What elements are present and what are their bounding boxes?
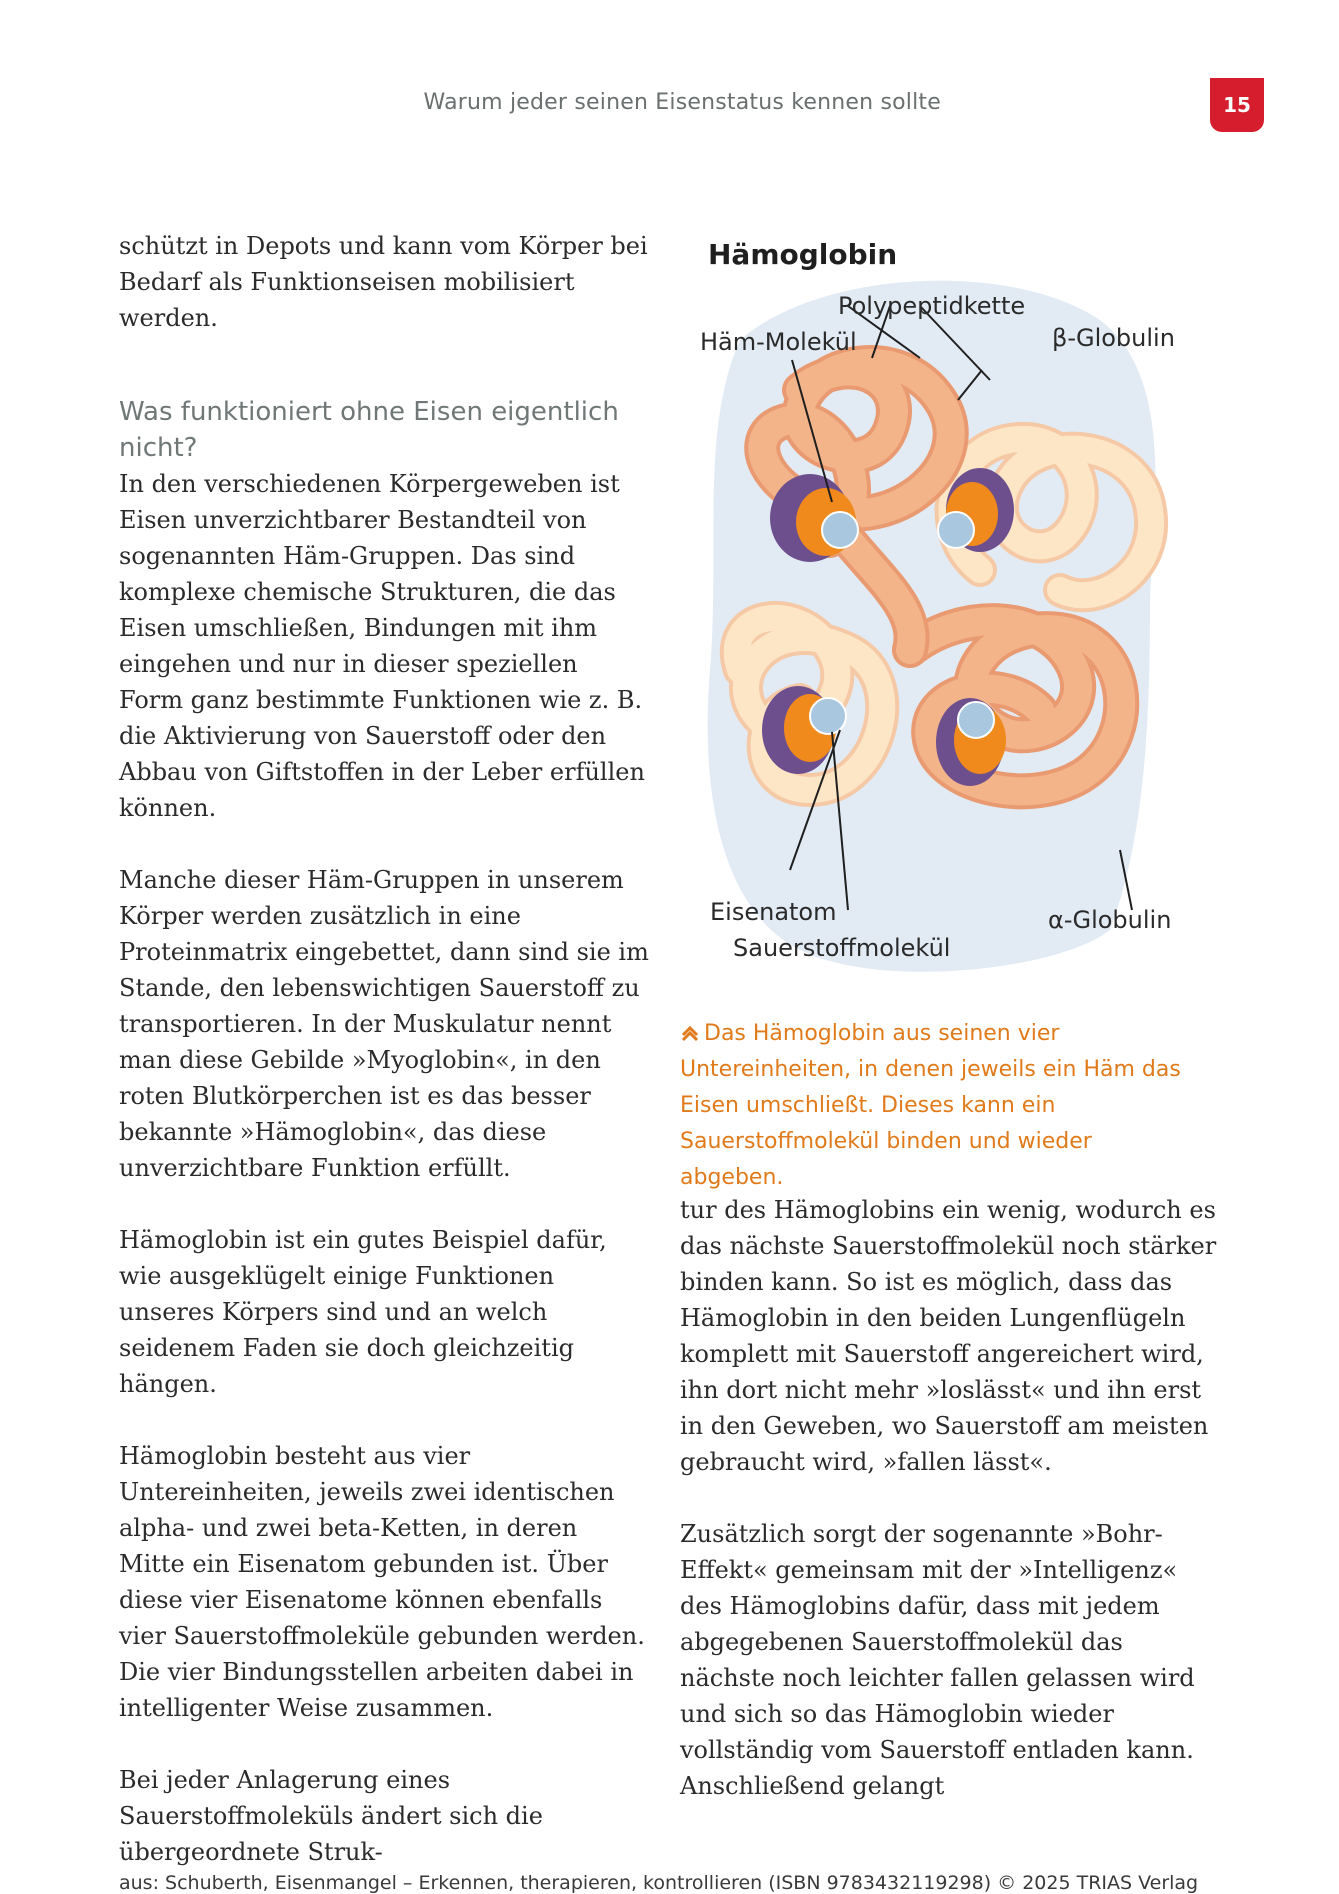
- paragraph-continued: schützt in Depots und kann vom Körper bei Bedarf als Funktionseisen mobilisiert werden.: [119, 232, 648, 332]
- paragraph: Hämoglobin besteht aus vier Untereinheiten, jeweils zwei identischen alpha- und zwei beta-Ketten, in deren Mitte ein Eisenatom gebunden ist. Über diese vier Eisenatome können ebenfalls vier Sauerstoffmoleküle gebunden werden. Die vier Bindungsstellen arbeiten dabei in intelligenter Weise zusammen.: [119, 1442, 645, 1722]
- paragraph: In den verschiedenen Körpergeweben ist Eisen unverzichtbarer Bestandteil von sogenannten Häm-Gruppen. Das sind komplexe chemische Strukturen, die das Eisen umschließen, Bindungen mit ihm eingehen und nur in dieser speziellen Form ganz bestimmte Funktionen wie z. B. die Aktivierung von Sauerstoff oder den Abbau von Giftstoffen in der Leber erfüllen können.: [119, 470, 645, 822]
- figure-title: Hämoglobin: [708, 238, 898, 271]
- label-iron: Eisenatom: [710, 898, 837, 926]
- label-beta: β-Globulin: [1052, 324, 1175, 352]
- source-footer: aus: Schuberth, Eisenmangel – Erkennen, therapieren, kontrollieren (ISBN 9783432119298) © 2025 TRIAS Verlag: [119, 1872, 1199, 1894]
- figure-caption: [680, 1016, 1200, 1196]
- paragraph: tur des Hämoglobins ein wenig, wodurch es das nächste Sauerstoffmolekül noch stärker binden kann. So ist es möglich, dass das Hämoglobin in den beiden Lungenflügeln komplett mit Sauerstoff angereichert wird, ihn dort nicht mehr »loslässt« und ihn erst in den Geweben, wo Sauerstoff am meisten gebraucht wird, »fallen lässt«.: [680, 1196, 1217, 1476]
- paragraph: Zusätzlich sorgt der sogenannte »Bohr-Effekt« gemeinsam mit der »Intelligenz« des Hämoglobins dafür, dass mit jedem abgegebenen Sauerstoffmolekül das nächste noch leichter fallen gelassen wird und sich so das Hämoglobin wieder vollständig vom Sauerstoff entladen kann. Anschließend gelangt: [680, 1520, 1195, 1800]
- right-column: [680, 1192, 1225, 1804]
- label-alpha: α-Globulin: [1048, 906, 1172, 934]
- paragraph: Bei jeder Anlagerung eines Sauerstoffmoleküls ändert sich die übergeordnete Struk-: [119, 1766, 543, 1866]
- running-head: Warum jeder seinen Eisenstatus kennen sollte: [423, 90, 941, 115]
- label-oxygen: Sauerstoffmolekül: [733, 934, 951, 962]
- page-number-badge: 15: [1210, 78, 1264, 132]
- label-haem: Häm-Molekül: [700, 328, 857, 356]
- caret-up-icon: [680, 1023, 700, 1043]
- label-polypeptide: Polypeptidkette: [838, 292, 1026, 320]
- section-heading: Was funktioniert ohne Eisen eigentlich nicht?: [119, 397, 619, 463]
- left-column: [119, 228, 649, 1870]
- paragraph: Hämoglobin ist ein gutes Beispiel dafür, wie ausgeklügelt einige Funktionen unseres Körpers sind und an welch seidenem Faden sie doch gleichzeitig hängen.: [119, 1226, 607, 1398]
- caption-text: Das Hämoglobin aus seinen vier Untereinheiten, in denen jeweils ein Häm das Eisen umschließt. Dieses kann ein Sauerstoffmolekül binden und wieder abgeben.: [680, 1021, 1181, 1190]
- paragraph: Manche dieser Häm-Gruppen in unserem Körper werden zusätzlich in eine Proteinmatrix eingebettet, dann sind sie im Stande, den lebenswichtigen Sauerstoff zu transportieren. In der Muskulatur nennt man diese Gebilde »Myoglobin«, in den roten Blutkörperchen ist es das besser bekannte »Hämoglobin«, das diese unverzichtbare Funktion erfüllt.: [119, 866, 649, 1182]
